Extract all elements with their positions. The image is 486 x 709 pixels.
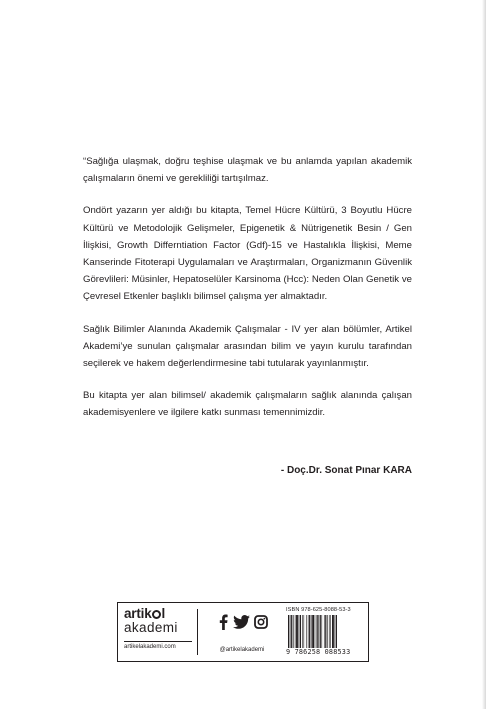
isbn-block [286,607,364,656]
author-signature: - Doç.Dr. Sonat Pınar KARA [280,465,412,476]
logo-ring-icon [152,610,161,619]
twitter-icon[interactable] [233,615,250,629]
logo-wordmark-top: artik l [124,606,166,621]
back-cover-text [83,153,412,437]
social-media [202,611,282,657]
logo-wordmark-bottom: akademi [124,620,178,635]
instagram-icon[interactable] [254,615,268,629]
social-handle: @artikelakademi [219,647,265,653]
barcode-digits: 9 786258 088533 [286,648,351,656]
divider [197,609,198,655]
barcode-icon [286,615,362,648]
facebook-icon[interactable] [217,614,229,630]
page-edge-shadow [482,0,486,709]
paragraph-contents: Ondört yazarın yer aldığı bu kitapta, Temel Hücre Kültürü, 3 Boyutlu Hücre Kültürü ve Metodolojik Gelişmeler, Epigenetik & Nütrigenetik Besin / Gen İlişkisi, Growth Differntiation Factor (Gdf)-15 ve Hastalıkla İlişkisi, Meme Kanserinde Fitoterapi Uygulamaları ve Araştırmaları, Organizmanın Güvenlik Görevlileri: Müsinler, Hepatoselüler Karsinoma (Hcc): Neden Olan Genetik ve Çevresel Etkenler başlıklı bilimsel çalışma yer almaktadır. [83,205,412,303]
paragraph-review: Sağlık Bilimler Alanında Akademik Çalışmalar - IV yer alan bölümler, Artikel Akademi’ye sunulan çalışmalar arasından bilim ve yayın kurulu tarafından seçilerek ve hakem değerlendirmesine tabi tutularak yayınlanmıştır. [83,323,412,370]
publisher-website[interactable]: artikelakademi.com [124,641,192,652]
isbn-number: ISBN 978-625-8088-53-3 [286,607,351,613]
paragraph-wish: Bu kitapta yer alan bilimsel/ akademik çalışmaların sağlık alanında çalışan akademisyenlere ve ilgilere katkı sunması temennimizdir. [83,390,412,419]
publisher-info-box [117,602,369,662]
social-icons [202,611,282,633]
publisher-logo [124,607,192,657]
paragraph-intro: “Sağlığa ulaşmak, doğru teşhise ulaşmak ve bu anlamda yapılan akademik çalışmaların önemi ve gerekliliği tartışılmaz. [83,156,412,185]
